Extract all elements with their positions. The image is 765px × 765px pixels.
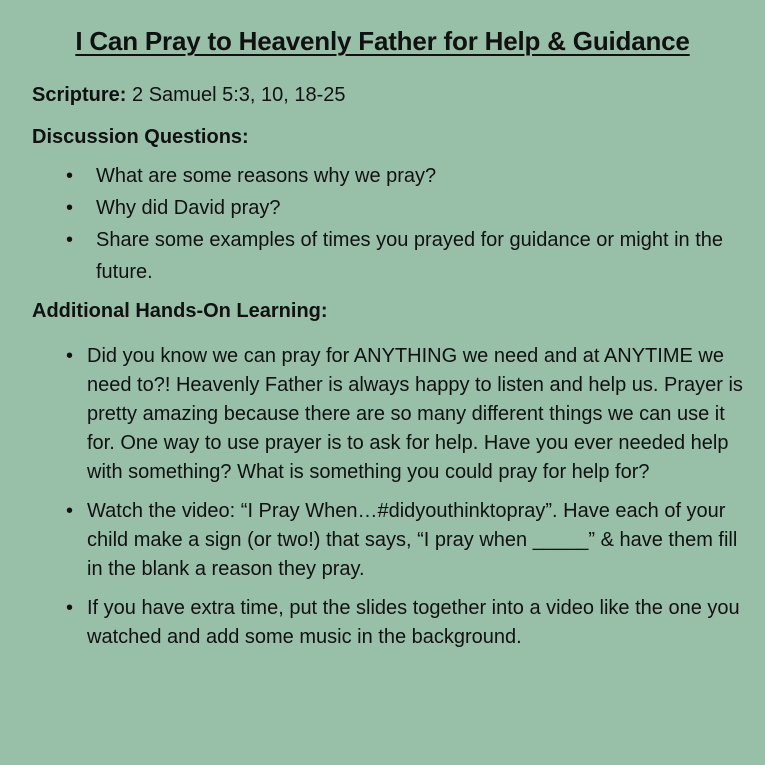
list-item: • Did you know we can pray for ANYTHING we need and at ANYTIME we need to?! Heavenly Father is always happy to listen and help us. Prayer is pretty amazing because there are so many different things we can use it for. One way to use prayer is to ask for help. Have you ever needed help with something? What is something you could pray for help for? — [66, 342, 746, 487]
hands-on-heading: Additional Hands-On Learning: — [32, 300, 328, 322]
scripture-label: Scripture: — [32, 84, 127, 106]
page-title: I Can Pray to Heavenly Father for Help & Guidance — [75, 26, 690, 56]
list-item: • If you have extra time, put the slides together into a video like the one you watched and add some music in the background. — [66, 594, 746, 652]
hands-on-list — [66, 342, 746, 662]
scripture-reference: 2 Samuel 5:3, 10, 18-25 — [132, 84, 346, 106]
list-item: • Why did David pray? — [66, 192, 726, 224]
list-item: • Watch the video: “I Pray When…#didyouthinktopray”. Have each of your child make a sign (or two!) that says, “I pray when _____” & have them fill in the blank a reason they pray. — [66, 497, 746, 584]
scripture-line — [32, 84, 346, 107]
discussion-heading: Discussion Questions: — [32, 126, 249, 148]
discussion-list — [66, 160, 726, 288]
list-item: • Share some examples of times you prayed for guidance or might in the future. — [66, 224, 726, 288]
list-item: • What are some reasons why we pray? — [66, 160, 726, 192]
